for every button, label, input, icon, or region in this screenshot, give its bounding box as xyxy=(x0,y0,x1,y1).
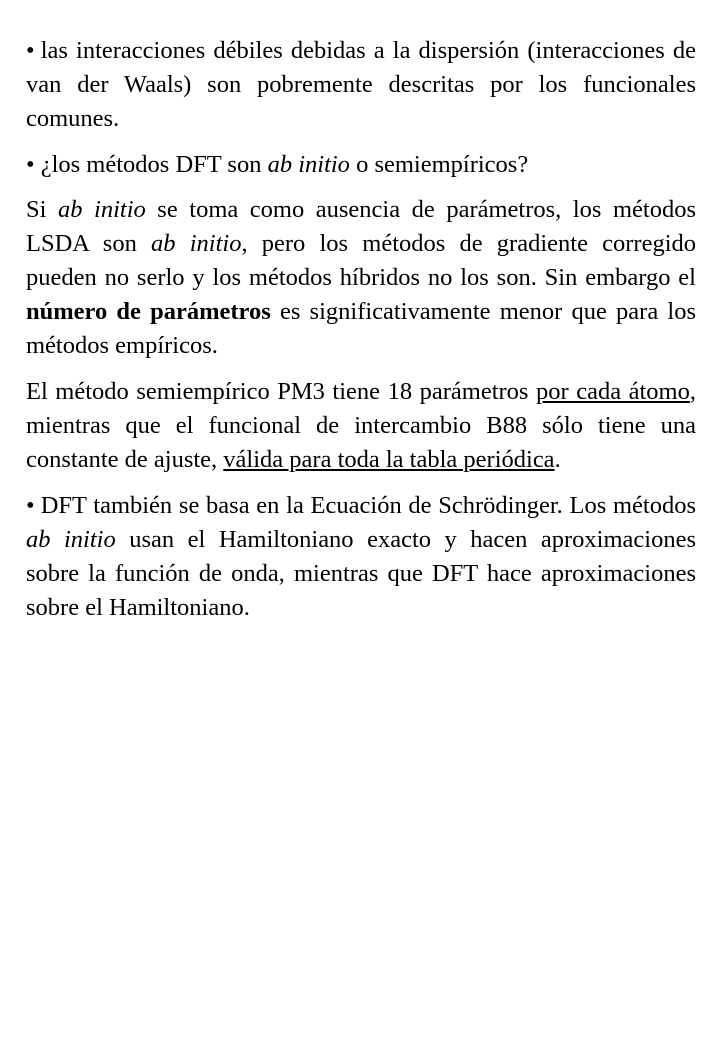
bold-term: número de parámetros xyxy=(26,298,271,325)
text-segment: es significativamente menor que para los métodos empíricos. xyxy=(26,298,696,359)
text-segment: , mientras que el funcional de intercambio B88 sólo tiene una constante de ajuste, xyxy=(26,378,696,473)
bullet-paragraph-van-der-waals xyxy=(26,34,696,136)
italic-term: ab initio xyxy=(26,526,116,553)
italic-term: ab initio xyxy=(57,196,146,223)
paragraph-text: las interacciones débiles debidas a la dispersión (interacciones de van der Waals) son pobremente descritas por los funcionales comunes. xyxy=(26,37,696,132)
paragraph-pm3-b88 xyxy=(26,375,696,477)
text-segment: El método semiempírico PM3 tiene 18 parámetros xyxy=(26,378,537,405)
text-segment: DFT también se basa en la Ecuación de Schrödinger. Los métodos xyxy=(40,492,696,519)
underlined-term: válida para toda la tabla periódica xyxy=(223,446,555,473)
text-segment: . xyxy=(554,446,561,473)
text-segment: , pero los métodos de gradiente corregido pueden no serlo y los métodos híbridos no los son. Sin embargo el xyxy=(26,230,696,291)
text-segment: se toma como ausencia de parámetros, los métodos LSDA son xyxy=(26,196,696,257)
text-segment: usan el Hamiltoniano exacto y hacen aproximaciones sobre la función de onda, mientras que DFT hace aproximaciones sobre el Hamiltoniano. xyxy=(26,526,696,621)
bullet-paragraph-schrodinger xyxy=(26,489,696,625)
text-segment: Si xyxy=(26,196,58,223)
paragraph-parameters xyxy=(26,193,696,363)
bullet-paragraph-question xyxy=(26,148,696,182)
italic-term: ab initio xyxy=(267,151,350,178)
bullet-icon: • xyxy=(26,37,35,64)
text-segment: o semiempíricos? xyxy=(349,151,529,178)
bullet-icon: • xyxy=(26,151,35,178)
italic-term: ab initio xyxy=(151,230,242,257)
underlined-term: por cada átomo xyxy=(536,378,690,405)
text-segment: ¿los métodos DFT son xyxy=(40,151,268,178)
bullet-icon: • xyxy=(26,492,35,519)
